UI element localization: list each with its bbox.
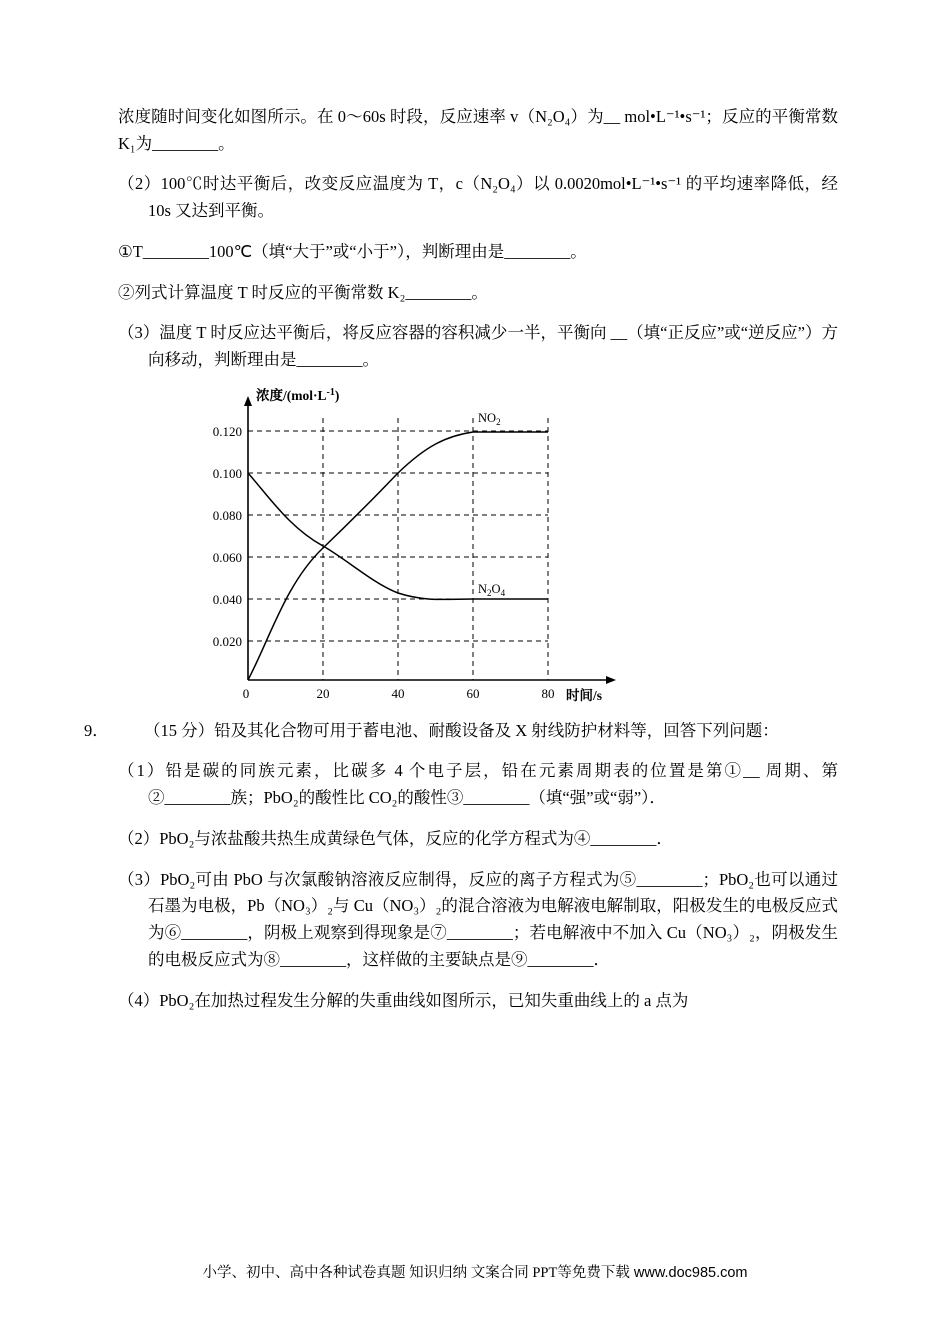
x-axis-title: 时间/s <box>566 687 603 703</box>
chart-svg <box>178 388 638 708</box>
paragraph-4: ②列式计算温度 T 时反应的平衡常数 K₂________。 <box>118 282 488 302</box>
svg-text:0.020: 0.020 <box>212 633 242 649</box>
x-tick-labels <box>243 686 555 701</box>
question-9-stem-text: （15 分）铅及其化合物可用于蓄电池、耐酸设备及 X 射线防护材料等，回答下列问题： <box>144 720 779 740</box>
paragraph-2: （2）100℃时达平衡后，改变反应温度为 T，c（N₂O₄）以 0.0020mol•L⁻¹•s⁻¹ 的平均速率降低，经 10s 又达到平衡。 <box>118 174 838 221</box>
x-axis-arrow <box>606 676 616 684</box>
footer-text: 小学、初中、高中各种试卷真题 知识归纳 文案合同 PPT等免费下载 <box>202 1265 630 1281</box>
concentration-time-chart <box>178 388 638 708</box>
document-content <box>84 104 838 1028</box>
svg-text:60: 60 <box>466 685 480 701</box>
y-axis-title: 浓度$/(mol\cdot L^{-1})$ <box>256 387 340 403</box>
svg-text:0: 0 <box>242 685 250 701</box>
question-9 <box>84 718 838 1014</box>
question-9-item-3: （3）PbO₂可由 PbO 与次氯酸钠溶液反应制得，反应的离子方程式为⑤________；PbO₂也可以通过石墨为电极，Pb（NO₃）₂与 Cu（NO₃）₂的混合溶液为电解液电解制取，阳极发生的电极反应式为⑥________，阴极上观察到得现象是⑦________；若电解液中不加入 Cu（NO₃）₂，阴极发生的电极反应式为⑧________，这样做的主要缺点是⑨________． <box>118 869 838 969</box>
paragraph-1: 浓度随时间变化如图所示。在 0～60s 时段，反应速率 v（N₂O₄）为__ mol•L⁻¹•s⁻¹；反应的平衡常数 K₁为________。 <box>118 107 838 153</box>
y-axis-arrow <box>244 396 252 406</box>
paragraph-3: ①T________100℃（填“大于”或“小于”），判断理由是________。 <box>118 241 587 261</box>
svg-text:0.080: 0.080 <box>212 507 242 523</box>
svg-text:20: 20 <box>316 685 330 701</box>
paragraph-5: （3）温度 T 时反应达平衡后，将反应容器的容积减少一半，平衡向 __（填“正反应”或“逆反应”）方向移动，判断理由是________。 <box>118 323 838 370</box>
svg-text:0.040: 0.040 <box>212 591 242 607</box>
svg-text:0.120: 0.120 <box>212 423 242 439</box>
question-9-item-4: （4）PbO₂在加热过程发生分解的失重曲线如图所示，已知失重曲线上的 a 点为 <box>118 990 689 1010</box>
series-label-no2: $NO_2$ <box>478 410 501 427</box>
page-footer <box>0 1261 950 1282</box>
question-9-item-1: （1）铅是碳的同族元素，比碳多 4 个电子层，铅在元素周期表的位置是第①__ 周期、第②________族；PbO₂的酸性比 CO₂的酸性③________（填“强”或“弱”）． <box>118 761 838 808</box>
svg-text:0.060: 0.060 <box>212 549 242 565</box>
y-tick-labels <box>213 424 242 649</box>
series-label-n2o4: $N_2O_4$ <box>478 581 506 598</box>
question-9-item-2: （2）PbO₂与浓盐酸共热生成黄绿色气体，反应的化学方程式为④________． <box>118 828 673 848</box>
footer-site[interactable]: www.doc985.com <box>633 1265 748 1281</box>
svg-text:0.100: 0.100 <box>212 465 242 481</box>
svg-text:80: 80 <box>541 685 555 701</box>
question-9-stem <box>84 718 838 745</box>
question-9-number: 9． <box>84 720 109 740</box>
svg-text:40: 40 <box>391 685 405 701</box>
